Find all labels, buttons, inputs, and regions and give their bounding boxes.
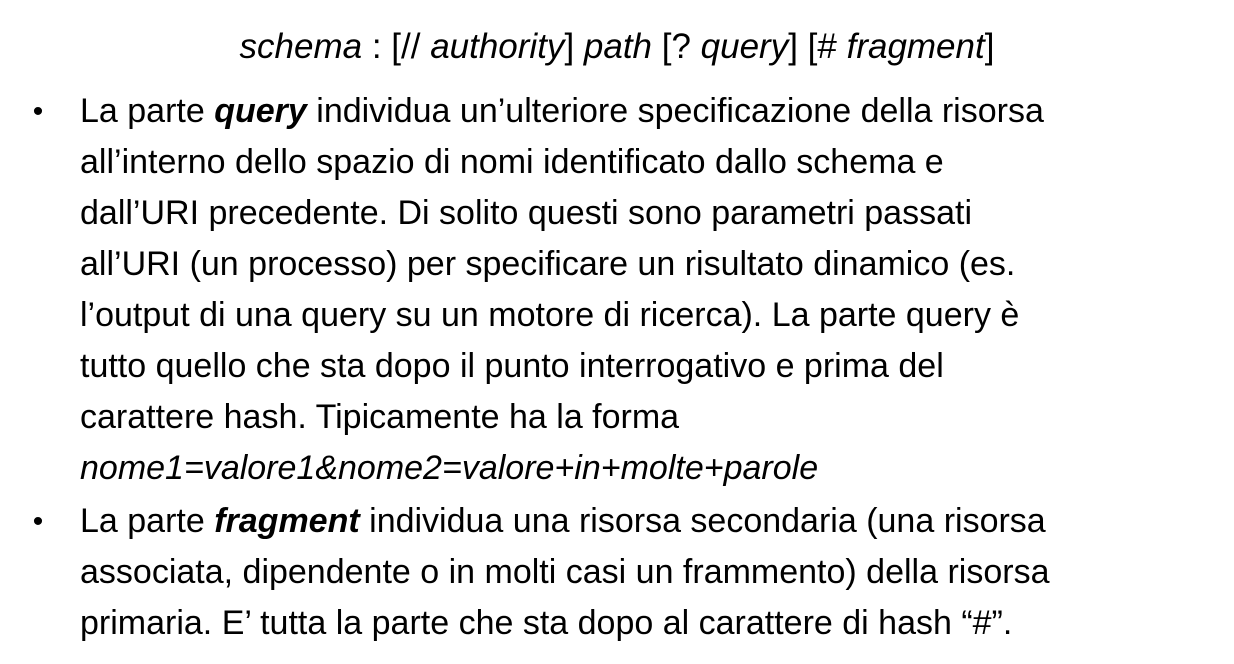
syntax-separator: ] [984,27,995,66]
text-line: primaria. E’ tutta la parte che sta dopo al carattere di hash “#”. [80,604,1013,642]
text-line: all’URI (un processo) per specificare un risultato dinamico (es. [80,245,1016,283]
text-fragment: La parte [80,502,215,540]
text-line: tutto quello che sta dopo il punto interrogativo e prima del [80,347,944,385]
bullet-item-query [28,86,1228,494]
query-example-line: nome1=valore1&nome2=valore+in+molte+parole [80,449,819,487]
syntax-path: path [583,27,653,66]
bullet-dot-icon: • [32,95,44,128]
text-line: l’output di una query su un motore di ricerca). La parte query è [80,296,1020,334]
syntax-fragment: fragment [846,27,985,66]
syntax-authority: authority [430,27,565,66]
bullet-list [28,86,1228,651]
syntax-schema: schema [239,27,363,66]
syntax-separator: : [// [362,27,431,66]
syntax-separator: ] [564,27,584,66]
text-line: carattere hash. Tipicamente ha la forma [80,398,680,436]
text-line [80,86,1228,137]
text-line: associata, dipendente o in molti casi un frammento) della risorsa [80,553,1050,591]
text-line: all’interno dello spazio di nomi identificato dallo schema e [80,143,944,181]
emphasis-term: query [214,92,307,130]
text-line: dall’URI precedente. Di solito questi sono parametri passati [80,194,973,232]
syntax-separator: [? [652,27,701,66]
emphasis-term: fragment [214,502,360,540]
syntax-query: query [700,27,789,66]
text-fragment: individua un’ulteriore specificazione della risorsa [306,92,1044,130]
syntax-separator: ] [# [788,27,847,66]
text-fragment: La parte [80,92,215,130]
uri-syntax-header [0,22,1234,72]
text-fragment: individua una risorsa secondaria (una risorsa [359,502,1046,540]
bullet-dot-icon: • [32,505,44,538]
bullet-item-fragment [28,496,1228,649]
text-line [80,496,1228,547]
